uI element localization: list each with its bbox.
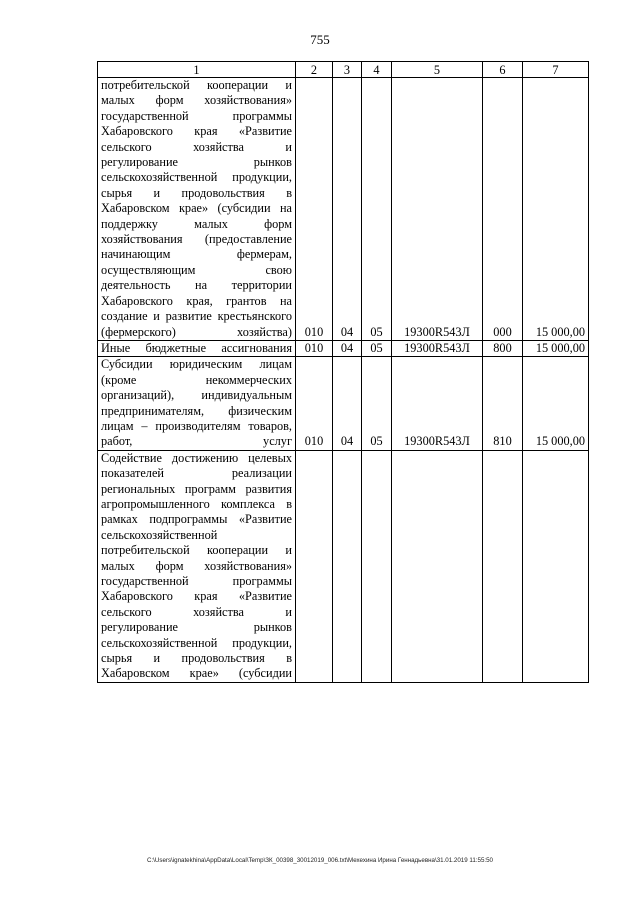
cell-col6: 000	[483, 78, 523, 341]
cell-col5	[392, 450, 483, 682]
cell-col6: 810	[483, 357, 523, 450]
budget-table	[97, 61, 589, 683]
table-header-row	[98, 62, 589, 78]
row-name-cell: Иные бюджетные ассигнования	[98, 340, 296, 356]
cell-col3: 04	[333, 78, 362, 341]
cell-col3: 04	[333, 357, 362, 450]
page-number: 755	[310, 32, 330, 47]
cell-col7: 15 000,00	[523, 357, 589, 450]
cell-col2: 010	[296, 340, 333, 356]
cell-col4: 05	[362, 340, 392, 356]
cell-col4	[362, 450, 392, 682]
header-cell: 6	[483, 62, 523, 78]
cell-col3: 04	[333, 340, 362, 356]
cell-col6	[483, 450, 523, 682]
cell-col2: 010	[296, 357, 333, 450]
header-cell: 2	[296, 62, 333, 78]
cell-col4: 05	[362, 357, 392, 450]
cell-col5: 19300R543Л	[392, 357, 483, 450]
cell-col7	[523, 450, 589, 682]
header-cell: 1	[98, 62, 296, 78]
file-path-footer: C:\Users\ignatekhina\AppData\Local\Temp\ЗК_00398_30012019_006.txt\Мехехина Ирина Геннадьевна\31.01.2019 11:55:50	[146, 857, 494, 864]
row-name-cell: Содействие достижению целевых показателей реализации региональных программ развития агропромышленного комплекса в рамках подпрограммы «Развитие сельскохозяйственной потребительской кооперации и малых форм хозяйствования» государственной программы Хабаровского края «Развитие сельского хозяйства и регулирование рынков сельскохозяйственной продукции, сырья и продовольствия в Хабаровском крае» (субсидии	[98, 450, 296, 682]
cell-col7: 15 000,00	[523, 78, 589, 341]
header-cell: 5	[392, 62, 483, 78]
table-row	[98, 450, 589, 682]
table-row	[98, 78, 589, 341]
header-cell: 7	[523, 62, 589, 78]
header-cell: 4	[362, 62, 392, 78]
row-name-cell: потребительской кооперации и малых форм хозяйствования» государственной программы Хабаровского края «Развитие сельского хозяйства и регулирование рынков сельскохозяйственной продукции, сырья и продовольствия в Хабаровском крае» (субсидии на поддержку малых форм хозяйствования (предоставление начинающим фермерам, осуществляющим свою деятельность на территории Хабаровского края, грантов на создание и развитие крестьянского (фермерского) хозяйства)	[98, 78, 296, 341]
cell-col5: 19300R543Л	[392, 78, 483, 341]
cell-col4: 05	[362, 78, 392, 341]
cell-col2: 010	[296, 78, 333, 341]
cell-col3	[333, 450, 362, 682]
cell-col2	[296, 450, 333, 682]
cell-col6: 800	[483, 340, 523, 356]
table-row	[98, 357, 589, 450]
header-cell: 3	[333, 62, 362, 78]
cell-col7: 15 000,00	[523, 340, 589, 356]
table-row	[98, 340, 589, 356]
row-name-cell: Субсидии юридическим лицам (кроме некоммерческих организаций), индивидуальным предпринимателям, физическим лицам – производителям товаров, работ, услуг	[98, 357, 296, 450]
cell-col5: 19300R543Л	[392, 340, 483, 356]
